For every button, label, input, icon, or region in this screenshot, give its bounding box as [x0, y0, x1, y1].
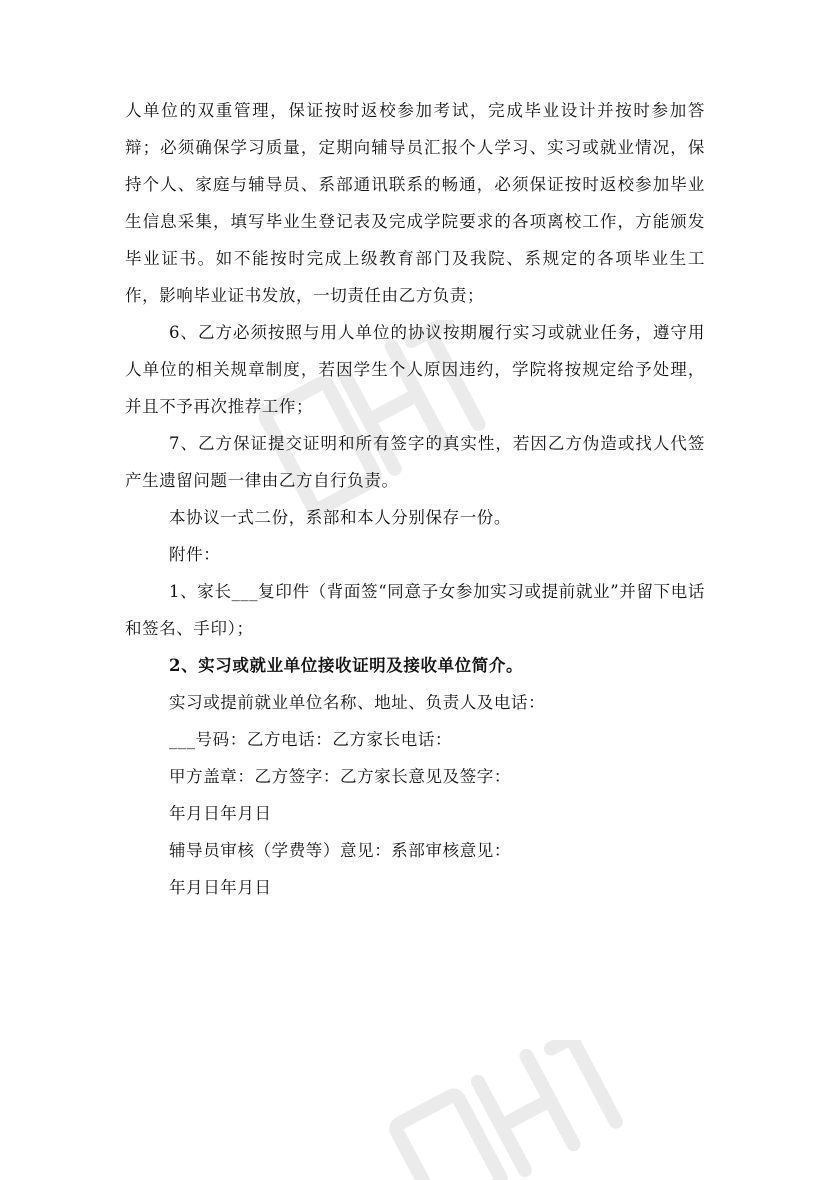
field-phone-numbers: ___号码：乙方电话：乙方家长电话：: [169, 730, 453, 749]
watermark-icon: [360, 1040, 660, 1180]
paragraph-continuation: 人单位的双重管理，保证按时返校参加考试，完成毕业设计并按时参加答辩；必须确保学习质量，定期向辅导员汇报个人学习、实习或就业情况，保持个人、家庭与辅导员、系部通讯联系的畅通，必须保证按时返校参加毕业生信息采集，填写毕业生登记表及完成学院要求的各项离校工作，方能颁发毕业证书。如不能按时完成上级教育部门及我院、系规定的各项毕业生工作，影响毕业证书发放，一切责任由乙方负责；: [125, 101, 705, 305]
field-date-1: 年月日年月日: [169, 804, 272, 823]
paragraph-clause-6: 6、乙方必须按照与用人单位的协议按期履行实习或就业任务，遵守用人单位的相关规章制度，若因学生个人原因违约，学院将按规定给予处理，并且不予再次推荐工作；: [125, 323, 705, 416]
paragraph-copies: 本协议一式二份，系部和本人分别保存一份。: [169, 508, 511, 527]
paragraph-attachment-2: 2、实习或就业单位接收证明及接收单位简介。: [169, 656, 524, 675]
paragraph-clause-7: 7、乙方保证提交证明和所有签字的真实性，若因乙方伪造或找人代签产生遗留问题一律由乙方自行负责。: [125, 434, 705, 490]
paragraph-attachments-heading: 附件：: [169, 545, 221, 564]
field-date-2: 年月日年月日: [169, 878, 272, 897]
field-signatures: 甲方盖章：乙方签字：乙方家长意见及签字：: [169, 767, 511, 786]
field-unit-info: 实习或提前就业单位名称、地址、负责人及电话：: [169, 693, 546, 712]
paragraph-attachment-1: 1、家长___复印件（背面签“同意子女参加实习或提前就业”并留下电话和签名、手印）；: [125, 582, 705, 638]
document-body: [125, 92, 705, 906]
field-review-opinions: 辅导员审核（学费等）意见：系部审核意见：: [169, 841, 511, 860]
